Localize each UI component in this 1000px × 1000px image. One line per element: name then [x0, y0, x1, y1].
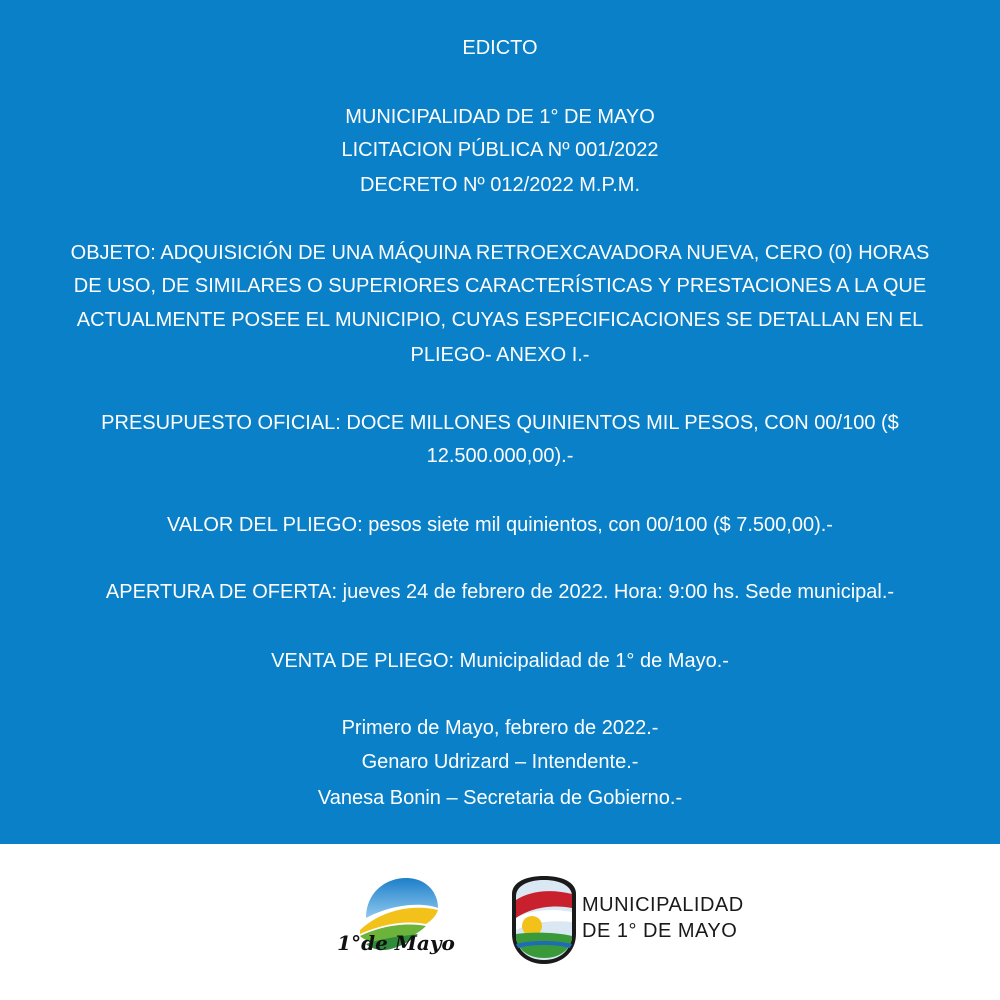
decreto-number: DECRETO Nº 012/2022 M.P.M. — [359, 174, 640, 196]
fecha-edicto: Primero de Mayo, febrero de 2022.- — [341, 717, 659, 739]
municipality-name-line-2: DE 1° DE MAYO — [582, 920, 738, 942]
edicto-title: EDICTO — [462, 37, 538, 59]
objeto-line-3: ACTUALMENTE POSEE EL MUNICIPIO, CUYAS ESPECIFICACIONES SE DETALLAN EN EL — [76, 309, 924, 331]
firma-secretaria: Vanesa Bonin – Secretaria de Gobierno.- — [317, 787, 683, 809]
municipal-seal-icon — [508, 874, 580, 966]
presupuesto-line-1: PRESUPUESTO OFICIAL: DOCE MILLONES QUINIENTOS MIL PESOS, CON 00/100 ($ — [101, 412, 899, 434]
licitacion-number: LICITACION PÚBLICA Nº 001/2022 — [341, 139, 659, 161]
logo-wordmark: 1°de Mayo — [337, 931, 455, 955]
firma-intendente: Genaro Udrizard – Intendente.- — [361, 751, 639, 773]
primero-de-mayo-logo-icon — [352, 872, 448, 972]
footer — [0, 844, 1000, 1000]
municipality-name — [582, 892, 744, 944]
objeto-line-4: PLIEGO- ANEXO I.- — [410, 344, 590, 366]
objeto-line-1: OBJETO: ADQUISICIÓN DE UNA MÁQUINA RETROEXCAVADORA NUEVA, CERO (0) HORAS — [70, 242, 930, 264]
municipality-heading: MUNICIPALIDAD DE 1° DE MAYO — [345, 106, 655, 128]
presupuesto-line-2: 12.500.000,00).- — [426, 445, 574, 467]
venta-pliego: VENTA DE PLIEGO: Municipalidad de 1° de Mayo.- — [271, 650, 729, 672]
valor-pliego: VALOR DEL PLIEGO: pesos siete mil quinientos, con 00/100 ($ 7.500,00).- — [167, 514, 833, 536]
objeto-line-2: DE USO, DE SIMILARES O SUPERIORES CARACTERÍSTICAS Y PRESTACIONES A LA QUE — [73, 275, 927, 297]
apertura-oferta: APERTURA DE OFERTA: jueves 24 de febrero de 2022. Hora: 9:00 hs. Sede municipal.- — [105, 581, 895, 603]
municipality-name-line-1: MUNICIPALIDAD — [582, 894, 744, 916]
